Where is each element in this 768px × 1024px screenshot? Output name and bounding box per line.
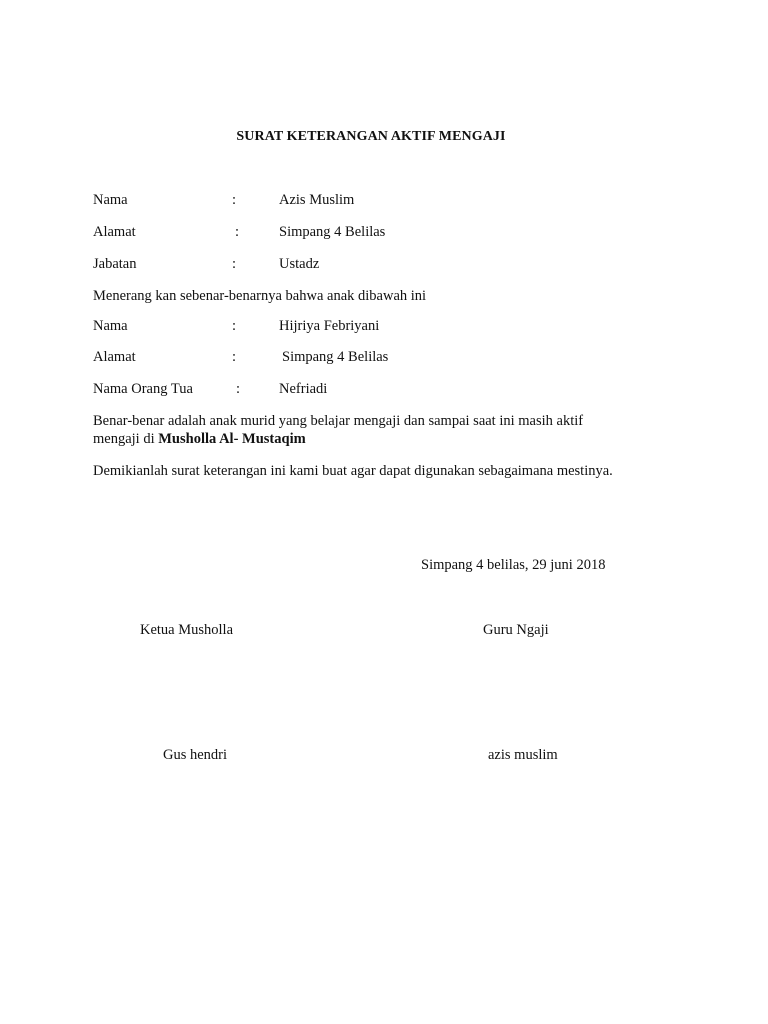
student-address-value: Simpang 4 Belilas xyxy=(282,349,389,365)
issuer-name-colon: : xyxy=(232,192,237,208)
signatory-left-name: Gus hendri xyxy=(163,747,228,763)
closing-text: Demikianlah surat keterangan ini kami buat agar dapat digunakan sebagaimana mestinya. xyxy=(93,463,613,479)
issuer-name-value: Azis Muslim xyxy=(279,192,355,208)
signatory-left-role: Ketua Musholla xyxy=(140,622,234,638)
statement-place: Musholla Al- Mustaqim xyxy=(158,431,306,447)
student-address-colon: : xyxy=(232,349,237,365)
issuer-address-value: Simpang 4 Belilas xyxy=(279,224,386,240)
letter-title: SURAT KETERANGAN AKTIF MENGAJI xyxy=(236,129,506,144)
student-parent-label: Nama Orang Tua xyxy=(93,381,193,397)
student-parent-value: Nefriadi xyxy=(279,381,328,397)
student-parent-colon: : xyxy=(236,381,241,397)
student-name-label: Nama xyxy=(93,318,128,334)
statement-line-1: Benar-benar adalah anak murid yang belajar mengaji dan sampai saat ini masih aktif xyxy=(93,413,584,429)
signatory-right-role: Guru Ngaji xyxy=(483,622,549,638)
place-date: Simpang 4 belilas, 29 juni 2018 xyxy=(421,557,606,573)
student-name-colon: : xyxy=(232,318,237,334)
intro-text: Menerang kan sebenar-benarnya bahwa anak dibawah ini xyxy=(93,288,427,304)
issuer-position-label: Jabatan xyxy=(93,256,137,272)
issuer-address-label: Alamat xyxy=(93,224,136,240)
issuer-name-label: Nama xyxy=(93,192,128,208)
issuer-position-value: Ustadz xyxy=(279,256,320,272)
statement-line-2 xyxy=(93,430,673,448)
issuer-address-colon: : xyxy=(235,224,240,240)
statement-paragraph xyxy=(93,412,673,448)
statement-line-2-prefix: mengaji di xyxy=(93,431,155,447)
issuer-position-colon: : xyxy=(232,256,237,272)
student-name-value: Hijriya Febriyani xyxy=(279,318,380,334)
student-address-label: Alamat xyxy=(93,349,136,365)
signatory-right-name: azis muslim xyxy=(488,747,558,763)
